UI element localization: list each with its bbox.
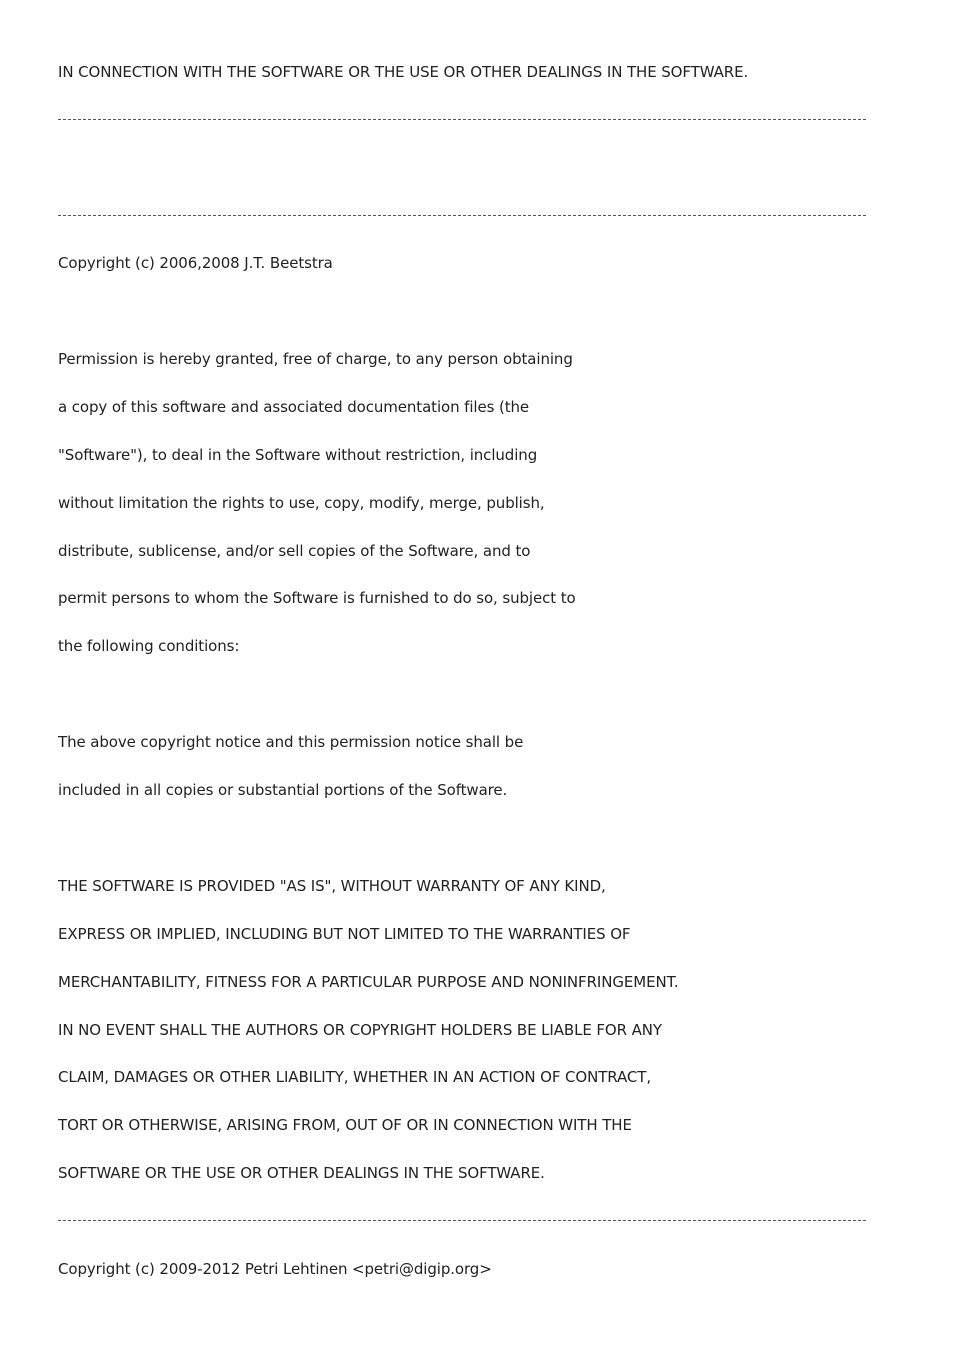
separator-line (58, 119, 866, 120)
permission-line: "Software"), to deal in the Software without restriction, including (58, 446, 538, 464)
permission-line: without limitation the rights to use, copy, modify, merge, publish, (58, 494, 545, 512)
permission-line: Permission is hereby granted, free of charge, to any person obtaining (58, 350, 573, 368)
intro-line: IN CONNECTION WITH THE SOFTWARE OR THE USE OR OTHER DEALINGS IN THE SOFTWARE. (58, 63, 749, 81)
warranty-line: CLAIM, DAMAGES OR OTHER LIABILITY, WHETHER IN AN ACTION OF CONTRACT, (58, 1068, 652, 1086)
warranty-line: MERCHANTABILITY, FITNESS FOR A PARTICULAR PURPOSE AND NONINFRINGEMENT. (58, 973, 679, 991)
permission-line: a copy of this software and associated documentation files (the (58, 398, 530, 416)
separator-line (58, 215, 866, 216)
permission-line: distribute, sublicense, and/or sell copies of the Software, and to (58, 542, 531, 560)
warranty-line: IN NO EVENT SHALL THE AUTHORS OR COPYRIGHT HOLDERS BE LIABLE FOR ANY (58, 1021, 662, 1039)
notice-line: included in all copies or substantial portions of the Software. (58, 781, 508, 799)
warranty-line: SOFTWARE OR THE USE OR OTHER DEALINGS IN THE SOFTWARE. (58, 1164, 545, 1182)
notice-line: The above copyright notice and this permission notice shall be (58, 733, 524, 751)
warranty-line: THE SOFTWARE IS PROVIDED "AS IS", WITHOUT WARRANTY OF ANY KIND, (58, 877, 606, 895)
permission-line: the following conditions: (58, 637, 240, 655)
separator-line (58, 1220, 866, 1221)
warranty-line: EXPRESS OR IMPLIED, INCLUDING BUT NOT LIMITED TO THE WARRANTIES OF (58, 925, 631, 943)
warranty-line: TORT OR OTHERWISE, ARISING FROM, OUT OF OR IN CONNECTION WITH THE (58, 1116, 632, 1134)
copyright-lehtinen: Copyright (c) 2009-2012 Petri Lehtinen <petri@digip.org> (58, 1260, 492, 1278)
copyright-beetstra: Copyright (c) 2006,2008 J.T. Beetstra (58, 254, 333, 272)
permission-line: permit persons to whom the Software is furnished to do so, subject to (58, 589, 576, 607)
